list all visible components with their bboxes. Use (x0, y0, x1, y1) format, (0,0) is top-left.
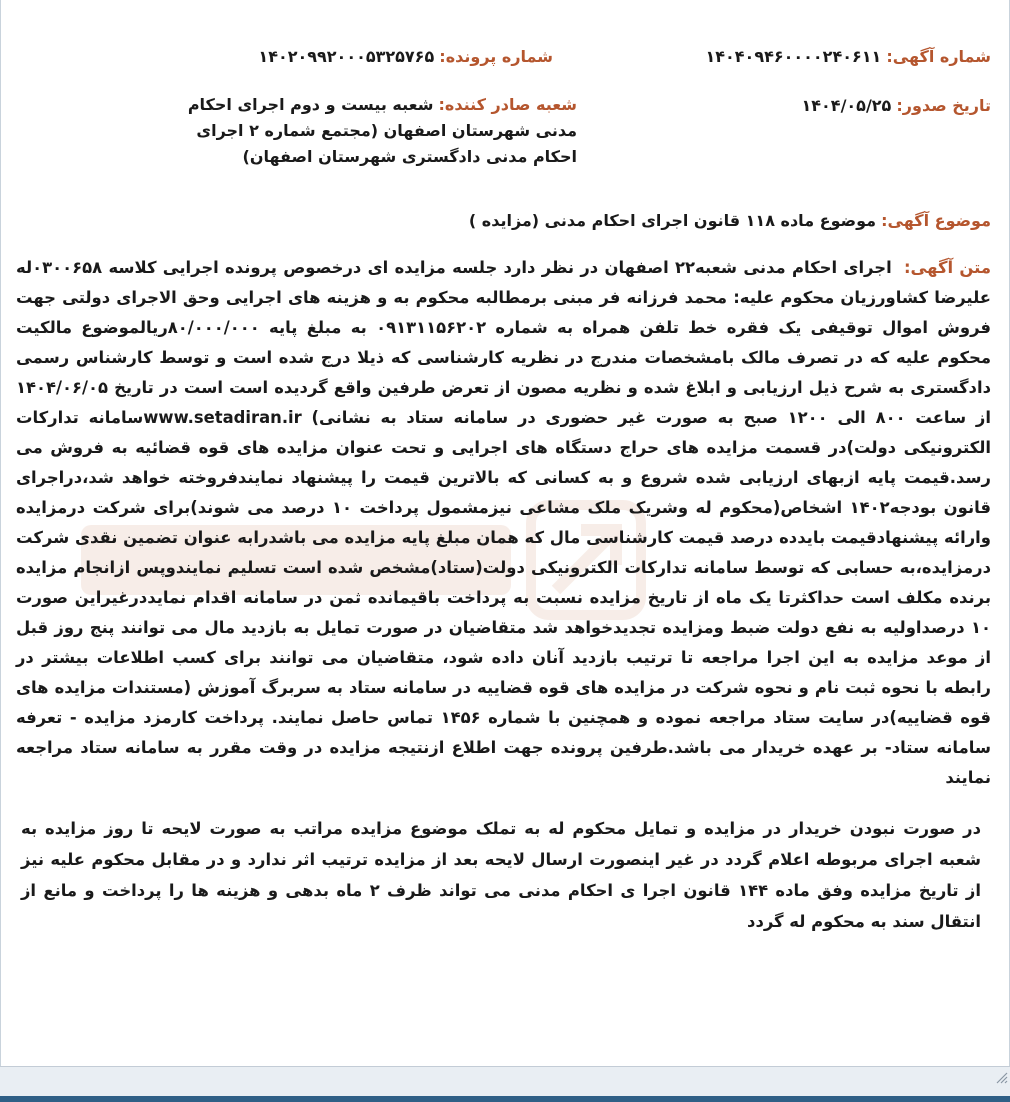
status-bar (0, 1066, 1010, 1102)
subject-label: موضوع آگهی: (881, 211, 991, 230)
case-number-row (258, 44, 553, 70)
subject-row (469, 208, 991, 234)
ad-body (16, 253, 991, 793)
ad-number-value: ۱۴۰۴۰۹۴۶۰۰۰۰۲۴۰۶۱۱ (705, 47, 882, 66)
case-number-label: شماره پرونده: (439, 47, 553, 66)
status-bar-edge (0, 1096, 1010, 1102)
issuer-row (187, 92, 577, 170)
subject-value: موضوع ماده ۱۱۸ قانون اجرای احکام مدنی (مزایده ) (468, 211, 877, 230)
issuer-value: شعبه بیست و دوم اجرای احکام مدنی شهرستان اصفهان (مجتمع شماره ۲ اجرای احکام مدنی دادگستری شهرستان اصفهان) (187, 95, 577, 166)
body-text: اجرای احکام مدنی شعبه۲۲ اصفهان در نظر دارد جلسه مزایده ای درخصوص پرونده اجرایی کلاسه ۰۳۰۰۶۵۸له علیرضا کشاورزیان محکوم علیه: محمد فرزانه فر مبنی برمطالبه محکوم به و هزینه های اجرایی وحق الاجرای دولتی جهت فروش اموال توقیفی یک فقره خط تلفن همراه به شماره ۰۹۱۳۱۱۵۶۲۰۲ به مبلغ پایه ۸۰/۰۰۰/۰۰۰ریالموضوع مالکیت محکوم علیه که در تصرف مالک بامشخصات مندرج در نظریه کارشناسی که ذیلا درج شده است و توسط کارشناس رسمی دادگستری به شرح ذیل ارزیابی و ابلاغ شده و نظریه مصون از تعرض طرفین واقع گردیده است است در تاریخ ۱۴۰۴/۰۶/۰۵ از ساعت ۸۰۰ الی ۱۲۰۰ صبح به صورت غیر حضوری در سامانه ستاد به نشانی) www.setadiran.irسامانه تدارکات الکترونیکی دولت)در قسمت مزایده های حراج دستگاه های اجرایی و تحت عنوان مزایده های قوه قضائیه به فروش می رسد.قیمت پایه ازبهای ارزیابی شده شروع و به کسانی که بالاترین قیمت را پیشنهاد نمایندفروخته خواهد شد،دراجرای قانون بودجه۱۴۰۲ اشخاص(محکوم له وشریک ملک مشاعی نیزمشمول پرداخت ۱۰ درصد می شوند)برای شرکت درمزایده وارائه پیشنهادقیمت بایدده درصد قیمت کارشناسی مال که همان مبلغ پایه مزایده می باشدرابه عنوان تضمین نقدی شرکت درمزایده،به حسابی که توسط سامانه تدارکات الکترونیکی دولت(ستاد)مشخص شده است تسلیم نمایندوپس ازانجام مزایده برنده مکلف است حداکثرتا یک ماه از تاریخ مزایده نسبت به پرداخت باقیمانده ثمن در سامانه اقدام نمایددرغیراین صورت ۱۰ درصداولیه به نفع دولت ضبط ومزایده تجدیدخواهد شد متقاضیان در صورت تمایل به بازدید مال می توانند پنج روز قبل از موعد مزایده به این اجرا مراجعه تا ترتیب بازدید آنان داده شود، متقاضیان می توانند برای کسب اطلاعات بیشتر در رابطه با نحوه ثبت نام و نحوه شرکت در مزایده های قوه قضاییه در سامانه ستاد به سربرگ آموزش (مستندات مزایده های قوه قضاییه)در سایت ستاد مراجعه نموده و همچنین با شماره ۱۴۵۶ تماس حاصل نمایند. پرداخت کارمزد مزایده - تعرفه سامانه ستاد- بر عهده خریدار می باشد.طرفین پرونده جهت اطلاع ازنتیجه مزایده در وقت مقرر به سامانه ستاد مراجعه نمایند (16, 258, 991, 787)
ad-body-paragraph-2: در صورت نبودن خریدار در مزایده و تمایل محکوم له به تملک موضوع مزایده مراتب به صورت لایحه تا روز مزایده به شعبه اجرای مربوطه اعلام گردد در غیر اینصورت ارسال لایحه بعد از مزایده ترتیب اثر ندارد و در مقابل محکوم علیه نیز از تاریخ مزایده وفق ماده ۱۴۴ قانون اجرا ی احکام مدنی می تواند ظرف ۲ ماه بدهی و هزینه ها را پرداخت و مانع از انتقال سند به محکوم له گردد (21, 819, 981, 931)
issuer-label: شعبه صادر کننده: (438, 95, 577, 114)
ad-number-row (705, 44, 991, 70)
ad-number-label: شماره آگهی: (886, 47, 991, 66)
resize-grip-icon[interactable] (994, 1070, 1008, 1084)
issue-date-row (802, 93, 992, 119)
case-number-value: ۱۴۰۲۰۹۹۲۰۰۰۵۳۲۵۷۶۵ (258, 47, 435, 66)
issue-date-label: تاریخ صدور: (896, 96, 991, 115)
body-label: متن آگهی: (904, 258, 991, 277)
issue-date-value: ۱۴۰۴/۰۵/۲۵ (801, 96, 892, 115)
